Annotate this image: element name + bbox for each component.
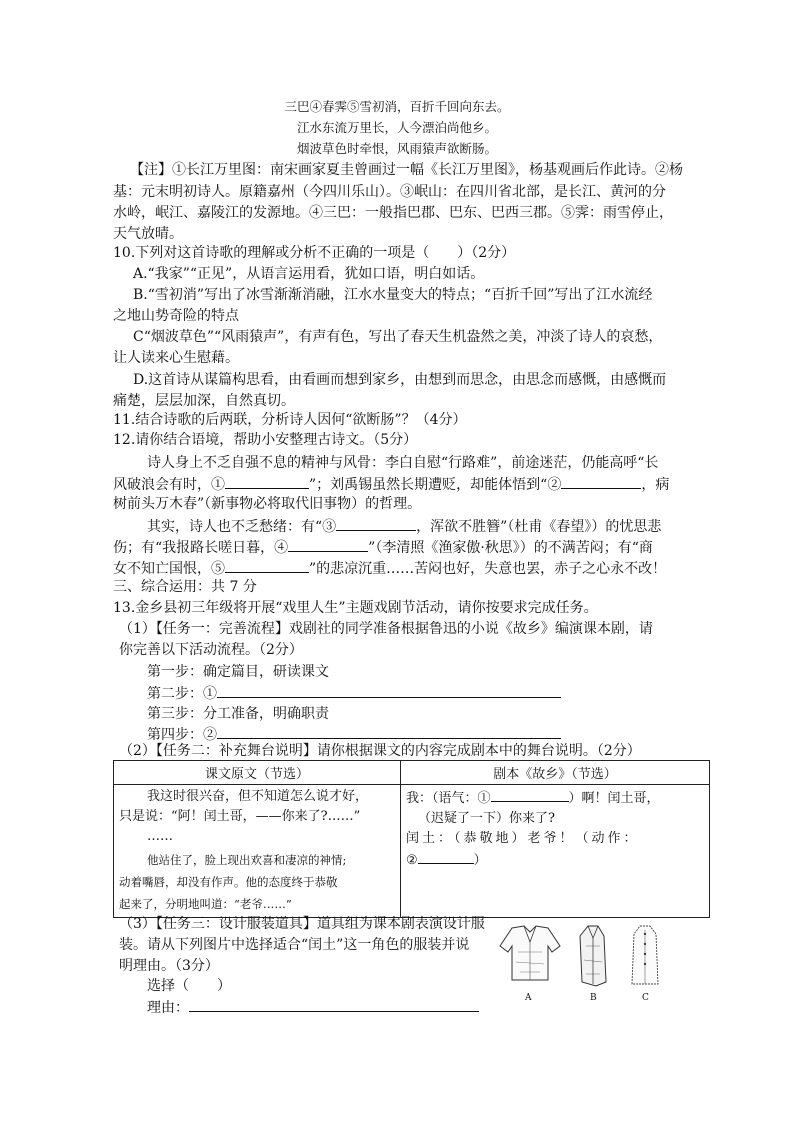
answer-blank-tone[interactable]: [491, 787, 569, 802]
script-line: （迟疑了一下）你来了?: [418, 811, 555, 826]
reason-line: 理由：: [147, 997, 479, 1018]
answer-blank-2[interactable]: [561, 474, 641, 489]
original-line: 只是说：“阿！闰土哥，——你来了?……”: [119, 809, 361, 824]
choice-line[interactable]: 选择（ ）: [147, 978, 231, 994]
q10-option-a: A.“我家”“正见”，从语言运用看，犹如口语，明白如话。: [133, 266, 485, 282]
costume-a-label: A: [525, 993, 532, 1003]
script-line: 闰土：（恭敬地）老爷！（动作：: [406, 831, 640, 846]
original-line: 动着嘴唇，却没有作声。他的态度终于恭敬: [119, 875, 338, 889]
original-line: ……: [147, 829, 173, 844]
step-1: 第一步：确定篇目，研读课文: [147, 664, 329, 680]
poem-line-1: 三巴④春霁⑤雪初消，百折千回向东去。: [284, 99, 510, 114]
q11-stem: 11.结合诗歌的后两联，分析诗人因何“欲断肠”？（4分）: [113, 412, 467, 428]
q13-task1-line1: （1）【任务一：完善流程】戏剧社的同学准备根据鲁迅的小说《故乡》编演课本剧，请: [119, 621, 653, 637]
answer-blank-4[interactable]: [288, 537, 368, 552]
note-line-3: 水岭，岷江、嘉陵江的发源地。④三巴：一般指巴郡、巴东、巴西三郡。⑤霁：雨雪停止，: [113, 205, 673, 221]
costume-b-icon[interactable]: [576, 922, 610, 992]
costume-c-label: C: [642, 993, 649, 1003]
answer-blank-5[interactable]: [225, 558, 309, 573]
q13-task3-line3: 明理由。（3分）: [119, 958, 219, 974]
q13-task3-line2: 装。请从下列图片中选择适合“闰土”这一角色的服装并说: [119, 937, 470, 953]
answer-blank-3[interactable]: [336, 516, 416, 531]
script-line: ② ）: [406, 849, 704, 871]
answer-blank-1[interactable]: [225, 474, 309, 489]
q12-stem: 12.请你结合语境，帮助小安整理古诗文。（5分）: [113, 432, 418, 448]
answer-blank-action[interactable]: [418, 849, 474, 864]
original-text-cell: [114, 785, 401, 918]
original-line: 他站住了，脸上现出欢喜和凄凉的神情;: [147, 853, 347, 867]
q10-option-c: C“烟波草色”“风雨猿声”，有声有色，写出了春天生机盎然之美，冲淡了诗人的哀愁，: [133, 329, 663, 345]
q10-option-d: D.这首诗从谋篇构思看，由看画而想到家乡，由想到而思念，由思念而感慨，由感慨而: [133, 372, 667, 388]
q10-option-d-cont: 痛楚，层层加深，自然真切。: [113, 393, 295, 409]
note-line-1: 【注】①长江万里图：南宋画家夏圭曾画过一幅《长江万里图》，杨基观画后作此诗。②杨: [130, 162, 683, 178]
q12-para2-line3: 女不知亡国恨，⑤ ”的悲凉沉重……苦闷也好，失意也罢，赤子之心永不改！: [113, 558, 666, 579]
costume-c-icon[interactable]: [628, 922, 662, 992]
note-line-2: 基：元末明初诗人。原籍嘉州（今四川乐山）。③岷山：在四川省北部，是长江、黄河的分: [113, 184, 666, 200]
costume-b-label: B: [590, 993, 597, 1003]
answer-blank-step2[interactable]: [217, 683, 561, 698]
section-heading: 三、综合运用：共 7 分: [113, 579, 257, 595]
poem-line-2: 江水东流万里长，人今漂泊尚他乡。: [296, 120, 497, 135]
step-4: 第四步：②: [147, 724, 561, 745]
q10-option-b-cont: 之地山势奇险的特点: [113, 308, 239, 324]
q10-stem: 10.下列对这首诗歌的理解或分析不正确的一项是（ ）（2分）: [113, 245, 516, 261]
answer-blank-reason[interactable]: [189, 997, 479, 1012]
script-line: 我：（语气：① ）啊！闰土哥，: [406, 787, 704, 809]
original-line: 我这时很兴奋，但不知道怎么说才好，: [147, 789, 369, 804]
q12-para2-line2: 伤；有“我报路长嗟日暮，④ ”（李清照《渔家傲·秋思》）的不满苦闷；有“商: [113, 537, 653, 558]
table-header-script: 剧本《故乡》（节选）: [401, 761, 710, 785]
step-2: 第二步：①: [147, 683, 561, 704]
q12-para1-line3: 树前头万木春”（新事物必将取代旧事物）的哲理。: [113, 496, 422, 512]
q13-task1-line2: 你完善以下活动流程。（2分）: [119, 642, 303, 658]
step-3: 第三步：分工准备，明确职责: [147, 706, 329, 722]
q13-stem: 13.金乡县初三年级将开展“戏里人生”主题戏剧节活动，请你按要求完成任务。: [113, 600, 598, 616]
note-line-4: 天气放晴。: [113, 226, 183, 242]
q13-task3-line1: （3）【任务三：设计服装道具】道具组为课本剧表演设计服: [119, 916, 485, 932]
q10-option-b: B.“雪初消”写出了冰雪渐渐消融，江水水量变大的特点；“百折千回”写出了江水流经: [133, 287, 653, 303]
poem-line-3: 烟波草色时牵恨，风雨猿声欲断肠。: [296, 141, 497, 156]
script-text-cell: [401, 785, 710, 918]
q12-para1-line2: 风破浪会有时，① ”；刘禹锡虽然长期遭贬，却能体悟到“② ，病: [113, 474, 669, 495]
scene-table: [113, 760, 710, 918]
costume-a-icon[interactable]: [494, 922, 566, 992]
answer-blank-step4[interactable]: [217, 724, 561, 739]
q12-para1-line1: 诗人身上不乏自强不息的精神与风骨：李白自慰“行路难”，前途迷茫，仍能高呼“长: [147, 455, 659, 471]
table-header-original: 课文原文（节选）: [114, 761, 401, 785]
original-line: 起来了，分明地叫道：“老爷……”: [119, 897, 292, 911]
q13-task2: （2）【任务二：补充舞台说明】请你根据课文的内容完成剧本中的舞台说明。（2分）: [119, 743, 641, 759]
q10-option-c-cont: 让人读来心生慰藉。: [113, 350, 239, 366]
q12-para2-line1: 其实，诗人也不乏愁绪：有“③ ，浑欲不胜簪”（杜甫《春望》）的忧思悲: [147, 516, 661, 537]
